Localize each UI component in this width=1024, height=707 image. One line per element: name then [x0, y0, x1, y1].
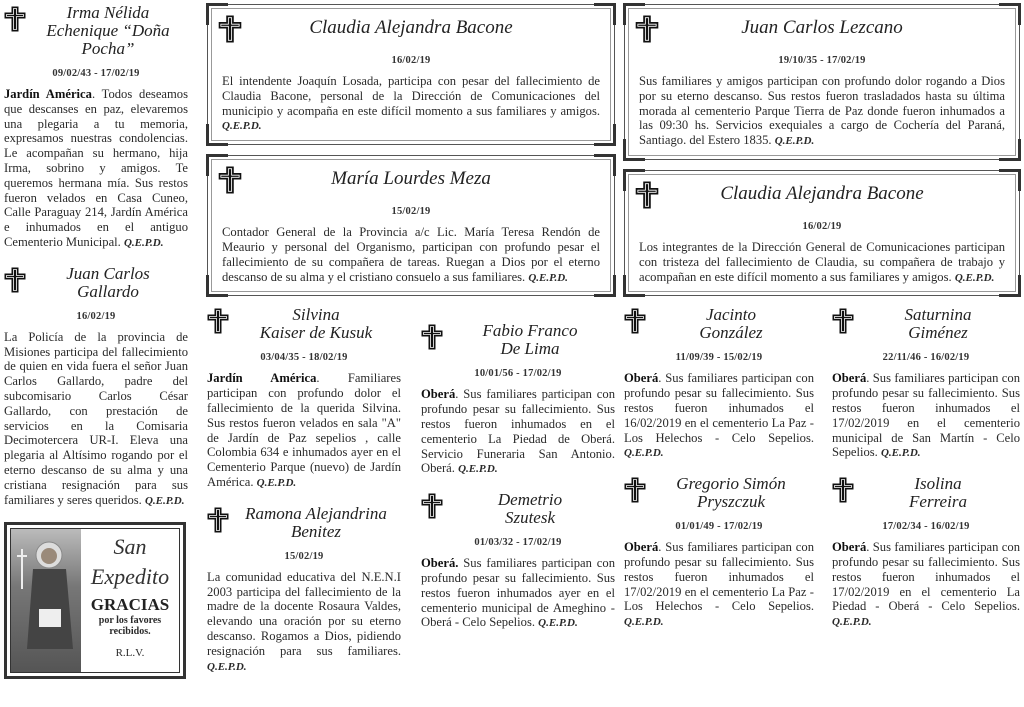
cross-icon	[207, 308, 229, 334]
message: Contador General de la Provincia a/c Lic. María Teresa Rendón de Meaurio y personal del Organismo, participan con profundo pesar el fallecimiento de su compañera de tareas. Ruegan a Dios por el eterno descanso de su alma y el cristiano consuelo a sus familiares.	[222, 225, 600, 284]
obituary-silvina	[207, 306, 401, 490]
name-line: Ramona Alejandrina	[245, 503, 387, 523]
obituary-name	[222, 17, 600, 45]
message: . Todos deseamos que descanses en paz, elevaremos una plegaria a tu memoria, expresamos nuestras condolencias. Le acompañan su hermano, hija Irma, sobrino y amigos. Te queremos hermana mía. Sus restos fueron velados en Casa Cuneo, Calle Paraguay 214, Jardín América e inhumados en el antiguo Cementerio Municipal.	[4, 87, 188, 249]
qepd: Q.E.P.D.	[123, 236, 164, 249]
message: . Familiares participan con profundo dolor el fallecimiento de la querida Silvina. Sus restos fueron velados en sala "A" de Jardín de Paz sepelios , calle Colombia 634 e inhumados ayer en el Cementerio Parque (nuevo) de Jardín América.	[207, 371, 401, 489]
name-line: Juan Carlos Lezcano	[741, 17, 903, 38]
obituary-ramona	[207, 505, 401, 675]
column-left	[4, 4, 188, 679]
right-small-obituaries	[624, 306, 1020, 644]
obituary-name	[421, 491, 615, 527]
middle-small-obituaries	[207, 306, 615, 688]
message: Sus familiares y amigos participan con profundo dolor rogando a Dios por su eterno descanso. Sus restos fueron trasladados hasta su última morada al cementerio Parque Tierra de Paz donde fueron inhumados a las 09:30 hs. Servicios exequiales a cargo de Cochería del Paraná, Santiago. del Estero 1835.	[639, 74, 1005, 148]
location: Oberá	[624, 540, 659, 555]
san-expedito-ad	[4, 522, 186, 679]
signature: R.L.V.	[115, 647, 145, 660]
favores-label: por los favores recibidos.	[98, 615, 162, 638]
name-line: Szutesk	[504, 508, 556, 528]
obituary-date: 10/01/56 - 17/02/19	[474, 368, 562, 380]
obituary-text	[207, 371, 401, 490]
obituary-date: 16/02/19	[802, 220, 842, 232]
message: . Sus familiares participan con profundo pesar su fallecimiento. Sus restos fueron inhumados el 17/02/2019 en el cementerio municipal de San Martín - Celo Sepelios.	[832, 371, 1020, 460]
obituary-name	[222, 168, 600, 196]
qepd: Q.E.P.D.	[144, 494, 185, 507]
obituary-name	[207, 505, 401, 541]
obituary-text	[639, 240, 1005, 285]
obituary-text	[207, 570, 401, 675]
cross-icon	[624, 477, 646, 503]
name-line: María Lourdes Meza	[331, 168, 491, 190]
obituary-name	[421, 322, 615, 358]
message: El intendente Joaquín Losada, participa con pesar del fallecimiento de Claudia Bacone, personal de la Dirección de Comunicaciones del municipio y acompaña en este difícil momento a sus familiares y amigos.	[222, 74, 600, 118]
obituary-name	[4, 4, 188, 58]
obituary-demetrio	[421, 491, 615, 631]
column-right	[624, 4, 1020, 644]
gracias-label: GRACIAS	[90, 595, 170, 615]
qepd: Q.E.P.D.	[954, 271, 995, 284]
name-line: Saturnina	[904, 305, 972, 325]
obituary-text	[832, 371, 1020, 461]
name-line: Gregorio Simón	[676, 474, 786, 494]
cross-icon	[207, 507, 229, 533]
name-line: Claudia Alejandra Bacone	[720, 182, 924, 204]
cross-icon	[4, 267, 26, 293]
ornament-corner	[999, 275, 1021, 297]
ornament-corner	[594, 275, 616, 297]
cross-icon	[4, 6, 26, 32]
obituary-name	[832, 306, 1020, 342]
qepd: Q.E.P.D.	[774, 135, 815, 148]
name-line: González	[699, 323, 763, 343]
obituary-juan-carlos-gallardo	[4, 265, 188, 509]
obituary-text	[222, 225, 600, 285]
qepd: Q.E.P.D.	[222, 120, 262, 133]
obituary-date: 15/02/19	[284, 550, 324, 562]
cross-icon	[832, 308, 854, 334]
obituary-name	[207, 306, 401, 342]
obituary-claudia-2	[624, 170, 1020, 296]
obituary-date: 16/02/19	[391, 55, 431, 66]
ornament-corner	[206, 124, 228, 146]
cross-icon	[635, 181, 659, 209]
message: La comunidad educativa del N.E.N.I 2003 participa del fallecimiento de la madre de la docente Rosaura Valdes, elevando una oración por su eterno descanso. Rogamos a Dios, pidiendo resignación para sus familiares.	[207, 569, 401, 658]
message: . Sus familiares participan con profundo pesar su fallecimiento. Sus restos fueron inhumados el 17/02/2019 en el cementerio La Piedad - Oberá - Celo Sepelios.	[832, 540, 1020, 614]
name-line: Benitez	[290, 521, 342, 541]
obituary-isolina	[832, 475, 1020, 630]
obituary-text	[222, 74, 600, 134]
obituary-text	[624, 371, 814, 461]
cross-icon	[218, 166, 242, 194]
obituary-text	[624, 540, 814, 630]
name-line: Gallardo	[77, 281, 139, 301]
name-line: Silvina	[292, 305, 340, 325]
obituary-date: 15/02/19	[391, 206, 431, 218]
qepd: Q.E.P.D.	[880, 447, 921, 460]
cross-icon	[624, 308, 646, 334]
obituary-claudia-1	[207, 4, 615, 145]
name-line: Jacinto	[705, 305, 757, 325]
name-line: Demetrio	[497, 490, 563, 510]
obituary-text	[4, 87, 188, 251]
name-line: Echenique “Doña Pocha”	[46, 21, 170, 58]
san-label: San	[113, 534, 147, 560]
message: . Sus familiares participan con profundo pesar su fallecimiento. Sus restos fueron inhumados en el cementerio La Piedad de Oberá. Servicio Funeraria San Antonio. Oberá.	[421, 387, 615, 476]
obituary-date: 01/01/49 - 17/02/19	[675, 521, 763, 533]
obituary-date: 11/09/39 - 15/02/19	[675, 352, 763, 364]
ornament-corner	[206, 275, 228, 297]
obituary-date: 09/02/43 - 17/02/19	[52, 68, 140, 79]
obituary-maria	[207, 155, 615, 296]
column-middle	[207, 4, 615, 688]
message: Los integrantes de la Dirección General de Comunicaciones participan con tristeza del fallecimiento de Claudia, su compañera de trabajo y acompañan en este difícil momento a sus familiares y amigos.	[639, 239, 1005, 284]
message: . Sus familiares participan con profundo pesar su fallecimiento. Sus restos fueron inhumados el 17/02/2019 en el cementerio La Paz - Los Helechos - Celo Sepelios.	[624, 540, 814, 614]
expedito-label: Expedito	[90, 564, 170, 590]
name-line: De Lima	[500, 339, 560, 359]
qepd: Q.E.P.D.	[458, 463, 498, 476]
qepd: Q.E.P.D.	[624, 447, 664, 460]
obituary-name	[624, 475, 814, 511]
obituary-text	[421, 387, 615, 477]
obituary-name	[624, 306, 814, 342]
location: Oberá.	[421, 556, 459, 571]
cross-icon	[421, 324, 443, 350]
obituary-date: 03/04/35 - 18/02/19	[260, 352, 348, 364]
cross-icon	[421, 493, 443, 519]
qepd: Q.E.P.D.	[207, 660, 247, 673]
obituary-text	[4, 330, 188, 509]
obituary-date: 17/02/34 - 16/02/19	[882, 521, 970, 533]
obituary-irma	[4, 4, 188, 251]
obituary-juan-carlos-lezcano	[624, 4, 1020, 160]
name-line: Juan Carlos	[66, 263, 150, 283]
obituary-name	[832, 475, 1020, 511]
name-line: Fabio Franco	[482, 321, 578, 341]
obituary-name	[639, 17, 1005, 45]
cross-icon	[832, 477, 854, 503]
location: Oberá	[832, 540, 867, 555]
name-line: Ferreira	[909, 492, 967, 512]
obituary-text	[421, 556, 615, 631]
ornament-corner	[999, 139, 1021, 161]
obituary-saturnina	[832, 306, 1020, 461]
location: Jardín América	[207, 371, 317, 386]
ornament-corner	[623, 139, 645, 161]
name-line: Kaiser de Kusuk	[259, 323, 373, 343]
name-line: Giménez	[908, 323, 968, 343]
obituary-jacinto	[624, 306, 814, 461]
location: Oberá	[421, 387, 456, 402]
message: Sus familiares participan con profundo pesar su fallecimiento. Sus restos fueron inhumados ayer en el cementerio municipal de Ameghino - Oberá - Celo Sepelios.	[421, 556, 615, 630]
qepd: Q.E.P.D.	[256, 476, 297, 489]
location: Oberá	[624, 371, 659, 386]
name-line: Irma Nélida	[66, 3, 150, 22]
obituary-text	[832, 540, 1020, 630]
location: Oberá	[832, 371, 867, 386]
cross-icon	[635, 15, 659, 43]
name-line: Isolina	[914, 474, 962, 494]
qepd: Q.E.P.D.	[538, 617, 578, 630]
qepd: Q.E.P.D.	[624, 616, 664, 629]
obituary-name	[639, 183, 1005, 211]
obituary-name	[4, 265, 188, 301]
obituary-fabio	[421, 322, 615, 477]
ornament-corner	[623, 275, 645, 297]
message: La Policía de la provincia de Misiones participa del fallecimiento de quien en vida fuera el señor Juan Carlos Gallardo, padre del subcomisario Carlos César Gallardo, con prestación de servicios en la Comisaria Decimotercera UR-I. Eleva una plegaria al Altísimo rogando por el eterno descanso de su alma y una cristiana resignación para sus familiares y seres queridos.	[4, 329, 188, 507]
location: Jardín América	[4, 87, 92, 101]
name-line: Claudia Alejandra Bacone	[309, 17, 513, 38]
name-line: Pryszczuk	[697, 492, 765, 512]
ornament-corner	[594, 124, 616, 146]
saint-image	[11, 529, 81, 672]
obituary-date: 16/02/19	[76, 310, 116, 322]
obituary-gregorio	[624, 475, 814, 630]
qepd: Q.E.P.D.	[528, 271, 568, 284]
message: . Sus familiares participan con profundo pesar su fallecimiento. Sus restos fueron inhumados el 16/02/2019 en el cementerio La Paz - Los Helechos - Celo Sepelios.	[624, 371, 814, 445]
obituary-date: 01/03/32 - 17/02/19	[474, 537, 562, 549]
obituary-date: 22/11/46 - 16/02/19	[882, 352, 970, 364]
obituary-text	[639, 74, 1005, 149]
obituary-date: 19/10/35 - 17/02/19	[778, 55, 866, 66]
cross-icon	[218, 15, 242, 43]
qepd: Q.E.P.D.	[832, 616, 872, 629]
